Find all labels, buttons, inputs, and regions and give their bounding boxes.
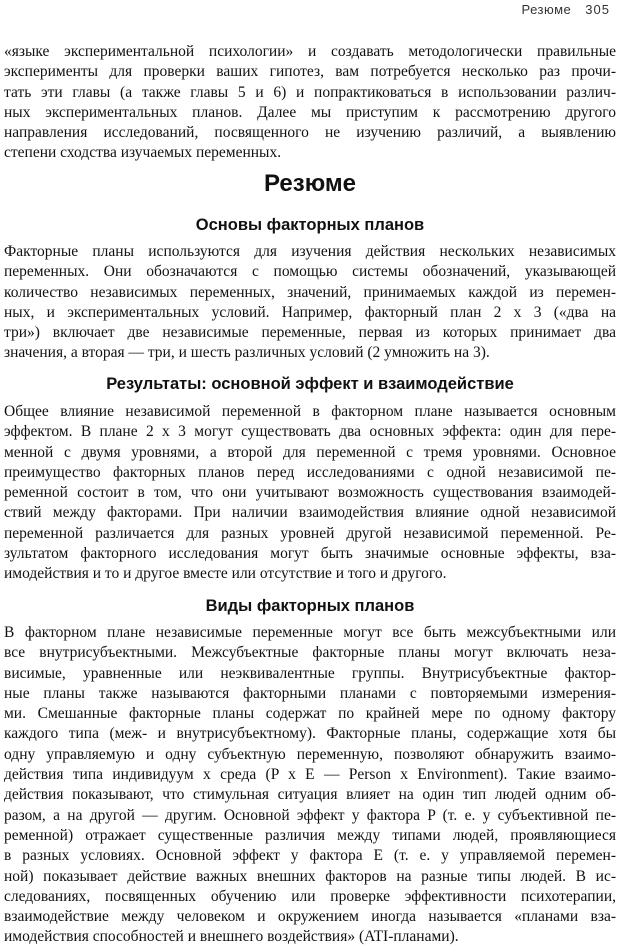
summary-title: Резюме (264, 170, 356, 197)
text-line: Общее влияние независимой переменной в факторном плане называется основным (4, 403, 616, 420)
intro-paragraph (4, 42, 616, 164)
text-line: ных, и экспериментальных условий. Например, факторный план 2 x 3 («два на (4, 303, 616, 321)
text-line: каждого типа (меж- и внутрисубъектному). Факторные планы, содержащие хотя бы (4, 725, 616, 743)
text-line: три») включает две независимые переменные, первая из которых принимает два (4, 324, 616, 342)
text-line: действия показывают, что стимульная ситуация влияет на один тип людей одним об- (4, 786, 616, 804)
text-line: преимущество факторных планов перед исследованиями с одной независимой пе- (4, 463, 616, 481)
text-line: имодействия способностей и внешнего воздействия» (ATI-планами). (4, 928, 459, 946)
running-head (522, 2, 610, 17)
text-line: переменных. Они обозначаются с помощью системы обозначений, указывающей (4, 263, 616, 281)
text-line: тать эти главы (а также главы 5 и 6) и попрактиковаться в использовании различ- (4, 83, 616, 101)
text-line: ременной состоит в том, что они учитывают возможность существования взаимодей- (4, 484, 616, 502)
text-line: эффектом. В плане 2 x 3 могут существовать два основных эффекта: один для пере- (4, 423, 616, 441)
text-line: ствий между факторами. При наличии взаимодействия влияние одной независимой (4, 504, 616, 522)
page-number: 305 (585, 2, 610, 17)
section-heading: Основы факторных планов (195, 216, 425, 234)
text-line: «языке экспериментальной психологии» и создавать методологически правильные (4, 43, 616, 60)
text-line: значения, а вторая — три, и шесть различных условий (2 умножить на 3). (4, 344, 490, 362)
section-paragraph (4, 623, 616, 948)
text-line: все внутрисубъектными. Межсубъектные факторные планы могут включать неза- (4, 644, 616, 662)
section-heading: Результаты: основной эффект и взаимодействие (106, 375, 514, 393)
text-line: переменной различается для разных уровней другой независимой переменной. Ре- (4, 524, 616, 542)
section-paragraph (4, 402, 616, 585)
text-line: В факторном плане независимые переменные могут все быть межсубъектными или (4, 624, 616, 641)
text-line: ные планы также называются факторными планами с повторяемыми измерения- (4, 684, 616, 702)
text-line: разом, а на другой — другим. Основной эффект у фактора P (т. е. у субъективной пе- (4, 806, 616, 824)
text-line: висимые, уравненные или неэквивалентные группы. Внутрисубъектные фактор- (4, 664, 616, 682)
text-line: менной с двумя уровнями, а второй для переменной с тремя уровнями. Основное (4, 443, 616, 461)
text-line: действия типа индивидуум x среда (P x E — Person x Environment). Такие взаимо- (4, 766, 616, 784)
text-line: одну управляемую и одну субъектную переменную, позволяют обнаружить взаимо- (4, 745, 616, 763)
running-head-section: Резюме (521, 2, 572, 17)
text-line: ной) показывает действие важных внешних факторов на разные типы людей. В ис- (4, 867, 616, 885)
text-line: количество независимых переменных, значений, принимаемых каждой из перемен- (4, 283, 616, 301)
section-heading: Виды факторных планов (205, 597, 415, 615)
text-line: следованиях, посвященных обучению или проверке эффективности психотерапии, (4, 887, 616, 905)
text-line: зультатом факторного исследования могут быть значимые основные эффекты, вза- (4, 545, 616, 563)
text-line: ременной) отражает существенные различия между типами людей, проявляющиеся (4, 826, 616, 844)
text-line: эксперименты для проверки ваших гипотез, вам потребуется несколько раз прочи- (4, 63, 616, 81)
text-line: ми. Смешанные факторные планы содержат по крайней мере по одному фактору (4, 705, 616, 723)
text-line: ных экспериментальных планов. Далее мы приступим к рассмотрению другого (4, 103, 616, 121)
section-paragraph (4, 242, 616, 364)
text-line: направления исследований, посвященного не изучению различий, а выявлению (4, 124, 616, 142)
text-line: Факторные планы используются для изучения действия нескольких независимых (4, 243, 616, 260)
text-line: имодействия и то и другое вместе или отсутствие и того и другого. (4, 565, 447, 583)
text-line: взаимодействие между человеком и окружением иногда называется «планами вза- (4, 908, 616, 926)
text-line: степени сходства изучаемых переменных. (4, 144, 282, 162)
text-line: в разных условиях. Основной эффект у фактора E (т. е. у управляемой перемен- (4, 847, 616, 865)
